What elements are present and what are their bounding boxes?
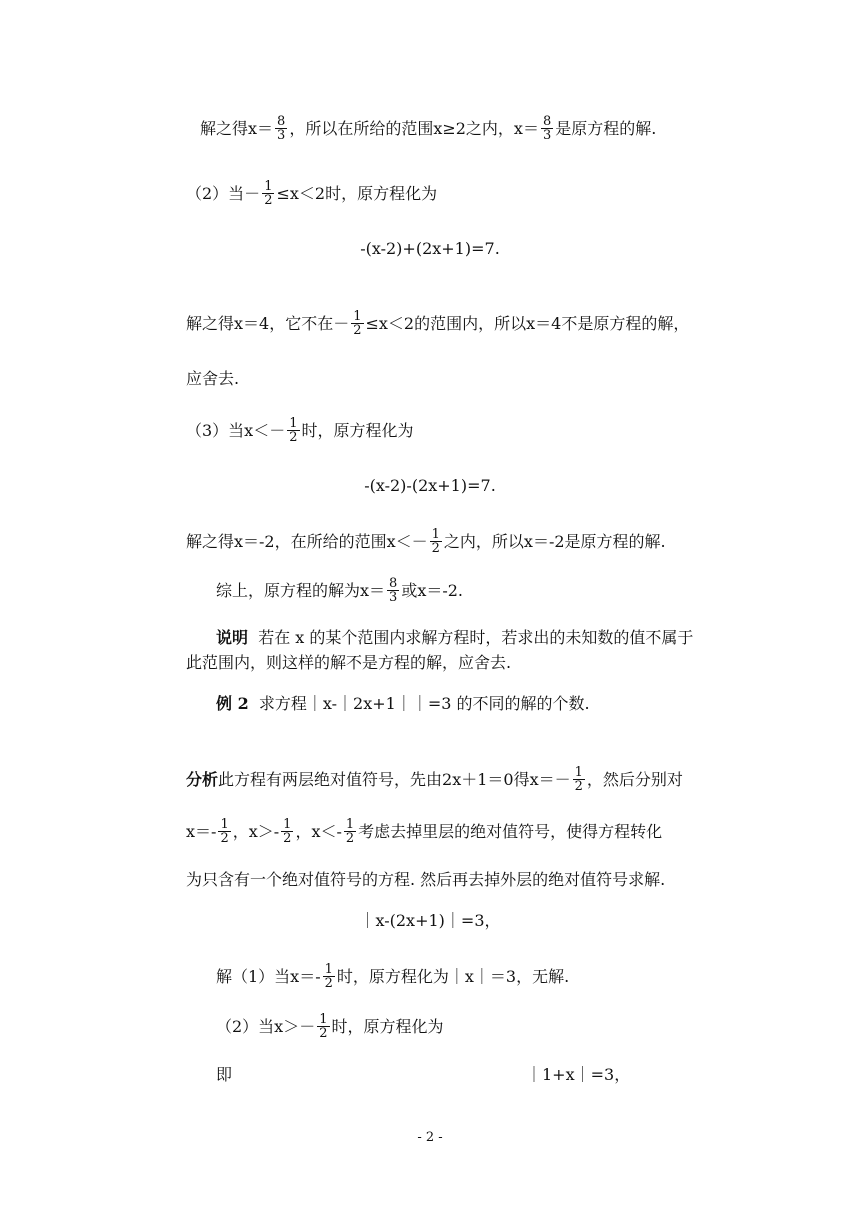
text: 是原方程的解.: [555, 118, 657, 138]
fraction: $\frac{1}{2}$: [345, 817, 355, 846]
text-line: 解（1）当x＝- $\frac{1}{2}$ 时，原方程化为｜x｜＝3，无解.: [216, 962, 570, 991]
text-line: （2）当x＞－ $\frac{1}{2}$ 时，原方程化为: [216, 1012, 444, 1041]
fraction: $\frac{1}{2}$: [283, 817, 292, 846]
fraction: $\frac{1}{2}$: [574, 765, 583, 794]
text-line: 应舍去.: [186, 369, 240, 388]
text-line: 即: [216, 1065, 233, 1084]
text-line: 为只含有一个绝对值符号的方程. 然后再去掉外层的绝对值符号求解.: [186, 870, 666, 889]
text-line: （2）当－ $\frac{1}{2}$ ≤x＜2时，原方程化为: [186, 179, 438, 208]
text-line: x＝- $\frac{1}{2}$ ，x＞- $\frac{1}{2}$ ，x＜- $\frac{1}{2}$ 考虑去掉里层的绝对值符号，使得方程转化: [186, 817, 663, 846]
text-line: 分析 此方程有两层绝对值符号，先由2x＋1＝0得x＝－ $\frac{1}{2}$ ，然后分别对: [186, 765, 683, 794]
text: 解之得x＝: [200, 118, 274, 138]
fraction: $\frac{1}{2}$: [324, 962, 333, 991]
fraction: $\frac{8}{3}$: [277, 114, 286, 143]
fraction: $\frac{8}{3}$: [389, 576, 398, 605]
text-line: 解之得x＝4，它不在－ $\frac{1}{2}$ ≤x＜2的范围内，所以x＝4不是原方程的解，: [186, 309, 690, 338]
text-line: 此范围内，则这样的解不是方程的解，应舍去.: [186, 653, 512, 672]
text-line: 综上，原方程的解为x＝ $\frac{8}{3}$ 或x＝-2.: [216, 576, 464, 605]
equation: ｜1+x｜=3，: [526, 1065, 631, 1084]
page-number: - 2 -: [417, 1130, 443, 1145]
fraction: $\frac{1}{2}$: [264, 179, 273, 208]
text-line: 说明 若在 x 的某个范围内求解方程时，若求出的未知数的值不属于: [216, 628, 694, 647]
text: ，所以在所给的范围x≥2之内，x＝: [289, 118, 539, 138]
equation: -(x-2)+(2x+1)=7.: [360, 239, 500, 258]
fraction: $\frac{1}{2}$: [431, 527, 440, 556]
text-line: 例 2 求方程｜x-｜2x+1｜｜=3 的不同的解的个数.: [216, 694, 590, 713]
equation: -(x-2)-(2x+1)=7.: [364, 476, 496, 495]
text-line: [200, 115, 656, 142]
fraction: $\frac{1}{2}$: [319, 1012, 328, 1041]
fraction: $\frac{8}{3}$: [542, 114, 552, 143]
fraction: $\frac{1}{2}$: [353, 309, 362, 338]
equation: ｜x-(2x+1)｜=3，: [359, 911, 501, 930]
text-line: 解之得x＝-2，在所给的范围x＜－ $\frac{1}{2}$ 之内，所以x＝-2是原方程的解.: [186, 527, 666, 556]
fraction: $\frac{1}{2}$: [220, 817, 229, 846]
fraction: $\frac{1}{2}$: [289, 416, 298, 445]
text-line: （3）当x＜－ $\frac{1}{2}$ 时，原方程化为: [186, 416, 414, 445]
